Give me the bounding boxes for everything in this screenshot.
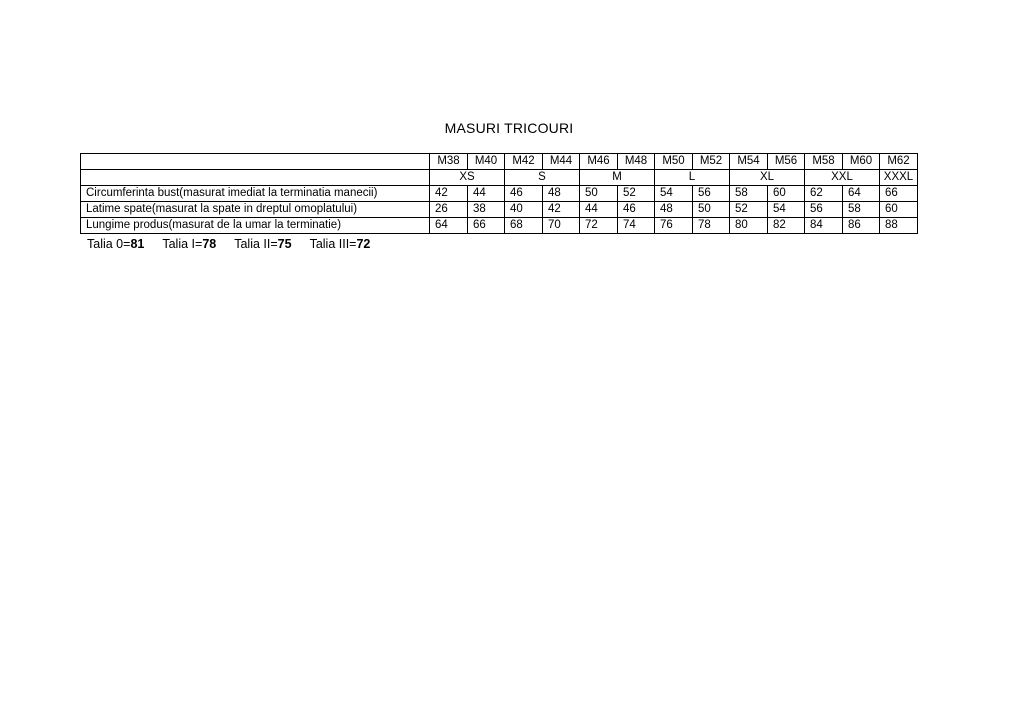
- size-letter-row: [81, 170, 918, 186]
- measurement-value: 82: [768, 218, 805, 234]
- measurement-label: Lungime produs(masurat de la umar la terminatie): [81, 218, 430, 234]
- size-code-cell: M62: [880, 154, 918, 170]
- size-code-cell: M52: [693, 154, 730, 170]
- measurement-value: 42: [543, 202, 580, 218]
- measurement-value: 84: [805, 218, 843, 234]
- size-code-cell: M56: [768, 154, 805, 170]
- measurement-value: 66: [468, 218, 505, 234]
- size-code-cell: M44: [543, 154, 580, 170]
- measurement-value: 46: [618, 202, 655, 218]
- talia-label: Talia 0=: [87, 237, 131, 251]
- measurement-label: Circumferinta bust(masurat imediat la terminatia manecii): [81, 186, 430, 202]
- measurement-value: 62: [805, 186, 843, 202]
- size-code-cell: M54: [730, 154, 768, 170]
- size-letter-cell: XXL: [805, 170, 880, 186]
- empty-header-cell: [81, 170, 430, 186]
- measurement-value: 26: [430, 202, 468, 218]
- measurement-label: Latime spate(masurat la spate in dreptul omoplatului): [81, 202, 430, 218]
- measurement-row: [81, 202, 918, 218]
- measurement-value: 44: [468, 186, 505, 202]
- measurement-value: 38: [468, 202, 505, 218]
- page-title: MASURI TRICOURI: [444, 120, 574, 136]
- talia-label: Talia II=: [234, 237, 278, 251]
- size-code-cell: M38: [430, 154, 468, 170]
- measurement-value: 74: [618, 218, 655, 234]
- measurement-value: 58: [730, 186, 768, 202]
- measurement-value: 48: [655, 202, 693, 218]
- measurement-value: 50: [693, 202, 730, 218]
- size-code-cell: M60: [843, 154, 880, 170]
- measurement-value: 60: [880, 202, 918, 218]
- talia-label: Talia III=: [309, 237, 357, 251]
- size-letter-cell: M: [580, 170, 655, 186]
- measurement-value: 68: [505, 218, 543, 234]
- size-code-cell: M58: [805, 154, 843, 170]
- size-letter-cell: XXXL: [880, 170, 918, 186]
- measurement-value: 54: [655, 186, 693, 202]
- size-letter-cell: S: [505, 170, 580, 186]
- measurement-value: 46: [505, 186, 543, 202]
- measurement-value: 88: [880, 218, 918, 234]
- measurement-value: 72: [580, 218, 618, 234]
- measurement-value: 78: [693, 218, 730, 234]
- talia-item: [234, 237, 291, 251]
- measurement-value: 48: [543, 186, 580, 202]
- talia-item: [162, 237, 216, 251]
- talia-value: 81: [130, 237, 145, 251]
- size-letter-cell: L: [655, 170, 730, 186]
- size-letter-cell: XL: [730, 170, 805, 186]
- talia-label: Talia I=: [162, 237, 203, 251]
- measurement-value: 60: [768, 186, 805, 202]
- measurement-row: [81, 186, 918, 202]
- measurement-value: 86: [843, 218, 880, 234]
- size-code-cell: M48: [618, 154, 655, 170]
- size-code-cell: M46: [580, 154, 618, 170]
- empty-header-cell: [81, 154, 430, 170]
- talia-value: 78: [202, 237, 217, 251]
- measurement-value: 52: [618, 186, 655, 202]
- size-letter-cell: XS: [430, 170, 505, 186]
- measurement-value: 64: [843, 186, 880, 202]
- measurement-value: 80: [730, 218, 768, 234]
- size-code-cell: M40: [468, 154, 505, 170]
- measurement-value: 44: [580, 202, 618, 218]
- measurement-value: 56: [693, 186, 730, 202]
- talia-line: [87, 237, 388, 251]
- size-table: [80, 153, 918, 234]
- measurement-row: [81, 218, 918, 234]
- measurement-value: 58: [843, 202, 880, 218]
- measurement-value: 42: [430, 186, 468, 202]
- measurement-value: 70: [543, 218, 580, 234]
- measurement-value: 76: [655, 218, 693, 234]
- measurement-value: 40: [505, 202, 543, 218]
- talia-item: [87, 237, 144, 251]
- talia-item: [310, 237, 371, 251]
- measurement-value: 50: [580, 186, 618, 202]
- talia-value: 75: [277, 237, 292, 251]
- measurement-value: 64: [430, 218, 468, 234]
- talia-value: 72: [356, 237, 371, 251]
- measurement-value: 66: [880, 186, 918, 202]
- size-code-cell: M42: [505, 154, 543, 170]
- measurement-value: 54: [768, 202, 805, 218]
- measurement-value: 52: [730, 202, 768, 218]
- size-code-row: [81, 154, 918, 170]
- size-code-cell: M50: [655, 154, 693, 170]
- measurement-value: 56: [805, 202, 843, 218]
